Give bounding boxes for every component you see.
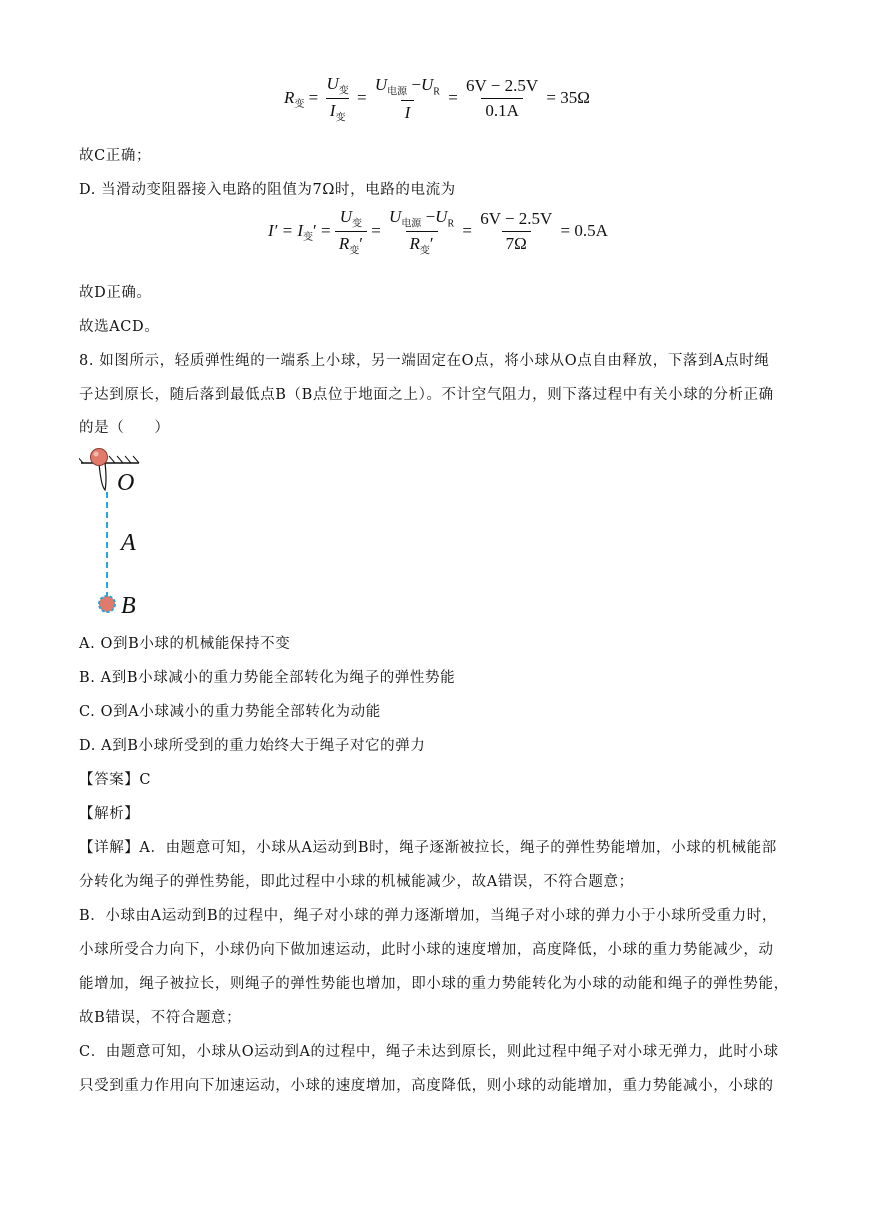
text-d-correct: 故D正确。 <box>79 285 152 301</box>
fraction-u-over-r: $\frac{U_变}{R_变'}$ <box>335 207 367 257</box>
question-line-3: 的是（ ） <box>79 420 170 436</box>
analysis-line: 故B错误，不符合题意； <box>79 1010 242 1026</box>
label-o: O <box>117 470 135 496</box>
ball-at-o <box>91 449 108 466</box>
text-c-correct: 故C正确； <box>79 148 152 164</box>
label-b: B <box>121 593 136 619</box>
analysis-line: B．小球由A运动到B的过程中，绳子对小球的弹力逐渐增加，当绳子对小球的弹力小于小球所受重力时， <box>79 908 777 924</box>
fraction-source-minus-r-2: $\frac{U_{电源} -U_R}{R_变'}$ <box>389 207 455 257</box>
formula-current: $I' = I_变'$ = $\frac{U_变}{R_变'}$ = $\frac{U_{电源} -U_R}{R_变'}$ = $\frac{6V - 2.5V}{7\Omega}$ = 0.5A <box>268 207 608 257</box>
option-a: A. O到B小球的机械能保持不变 <box>79 636 291 652</box>
analysis-line: 能增加，绳子被拉长，则绳子的弹性势能也增加，即小球的重力势能转化为小球的动能和绳子的弹性势能， <box>79 976 789 992</box>
option-d: D. A到B小球所受到的重力始终大于绳子对它的弹力 <box>79 738 426 754</box>
analysis-line: 只受到重力作用向下加速运动，小球的速度增加，高度降低，则小球的动能增加，重力势能减小，小球的 <box>79 1078 774 1094</box>
formula-r-variable: $R_变$ = $\frac{U_变}{I_变}$ = $\frac{U_{电源} -U_R}{I}$ = $\frac{6V - 2.5V}{0.1A}$ = 35Ω <box>284 74 590 124</box>
fraction-u-over-i: $\frac{U_变}{I_变}$ <box>326 74 349 124</box>
analysis-line: 分转化为绳子的弹性势能，即此过程中小球的机械能减少，故A错误，不符合题意； <box>79 874 634 890</box>
analysis-title: 【解析】 <box>79 806 140 822</box>
analysis-line: 【详解】A．由题意可知，小球从A运动到B时，绳子逐渐被拉长，绳子的弹性势能增加，小球的机械能部 <box>79 840 777 856</box>
pendulum-figure <box>79 446 169 621</box>
option-c: C. O到A小球减小的重力势能全部转化为动能 <box>79 704 381 720</box>
question-line-1: 8. 如图所示，轻质弹性绳的一端系上小球，另一端固定在O点，将小球从O点自由释放，下落到A点时绳 <box>79 353 770 369</box>
fraction-source-minus-r: $\frac{U_{电源} -U_R}{I}$ <box>374 75 440 122</box>
ball-at-b <box>99 596 115 612</box>
label-a: A <box>121 530 136 556</box>
analysis-line: C．由题意可知，小球从O运动到A的过程中，绳子未达到原长，则此过程中绳子对小球无弹力，此时小球 <box>79 1044 779 1060</box>
analysis-line: 小球所受合力向下，小球仍向下做加速运动，此时小球的速度增加，高度降低，小球的重力势能减少，动 <box>79 942 774 958</box>
answer: 【答案】C <box>79 772 152 788</box>
slack-rope <box>99 463 106 490</box>
text-d-intro: D. 当滑动变阻器接入电路的阻值为7Ω时，电路的电流为 <box>79 182 456 198</box>
fraction-numeric: $\frac{6V - 2.5V}{0.1A}$ <box>466 76 539 121</box>
option-b: B. A到B小球减小的重力势能全部转化为绳子的弹性势能 <box>79 670 456 686</box>
question-line-2: 子达到原长，随后落到最低点B（B点位于地面之上）。不计空气阻力，则下落过程中有关小球的分析正确 <box>79 387 774 403</box>
text-choose: 故选ACD。 <box>79 319 160 335</box>
fraction-numeric-2: $\frac{6V - 2.5V}{7\Omega}$ <box>480 209 553 254</box>
